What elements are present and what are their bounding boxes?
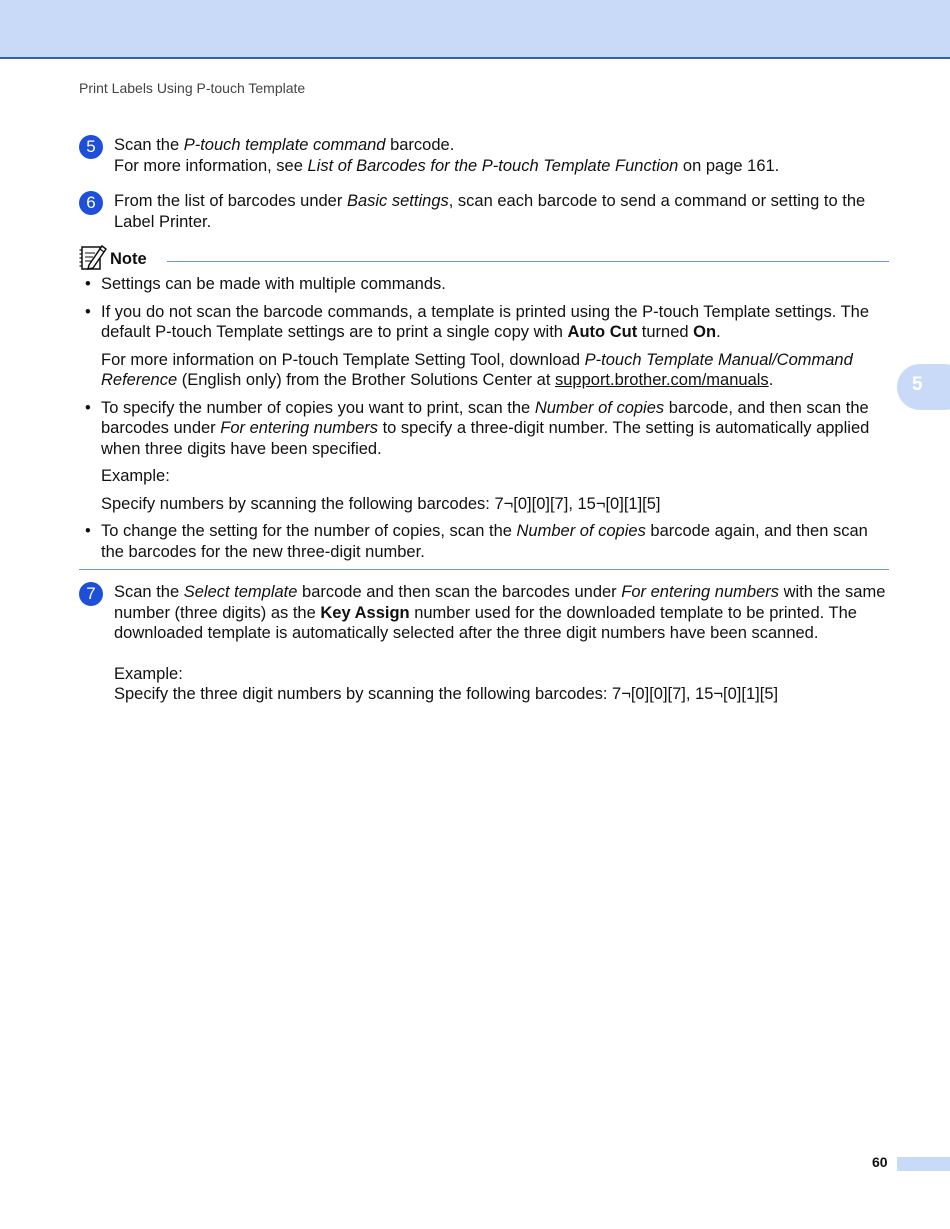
- cross-reference: List of Barcodes for the P-touch Template Function: [307, 156, 679, 175]
- step-7-text: Scan the Select template barcode and then scan the barcodes under For entering numbers with the same number (three digits) as the Key Assign number used for the downloaded template to be printed. The downloaded template is automatically selected after the three digit numbers have been scanned.: [114, 583, 886, 642]
- note-rule: [167, 261, 889, 262]
- step-7: [79, 582, 889, 705]
- header-band: [0, 0, 950, 57]
- header-rule: [0, 57, 950, 59]
- note-bottom-rule: [79, 569, 889, 570]
- note-header: [79, 244, 889, 274]
- page-content: [79, 134, 889, 705]
- step-number-badge: 5: [79, 135, 103, 159]
- note-list: [79, 274, 889, 562]
- step-6: [79, 191, 889, 232]
- step-number-badge: 7: [79, 582, 103, 606]
- notepad-pencil-icon: [79, 243, 107, 271]
- step-5: [79, 135, 889, 176]
- bullet: •: [85, 275, 91, 293]
- bullet: •: [85, 522, 91, 540]
- example-label: Example:: [114, 664, 183, 683]
- note-item: • Settings can be made with multiple commands.: [85, 275, 446, 293]
- note-item: • If you do not scan the barcode commands, a template is printed using the P-touch Template settings. The default P-touch Template settings are to print a single copy with Auto Cut turned On. For more information on P-touch Template Setting Tool, download P-touch Template Manual/Command Reference (English only) from the Brother Solutions Center at support.brother.com/manuals.: [85, 302, 869, 389]
- chapter-number: 5: [912, 374, 923, 395]
- note-item: • To specify the number of copies you want to print, scan the Number of copies barcode, and then scan the barcodes under For entering numbers to specify a three-digit number. The setting is automatically applied when three digits have been specified. Example: Specify numbers by scanning the following barcodes: 7¬[0][0][7], 15¬[0][1][5]: [79, 398, 889, 515]
- support-link[interactable]: support.brother.com/manuals: [554, 371, 769, 389]
- note-box: [79, 244, 889, 570]
- step-5-more-info: For more information, see List of Barcodes for the P-touch Template Function on page 161.: [114, 156, 780, 175]
- note-title: Note: [110, 250, 147, 268]
- footer-band: [897, 1157, 950, 1171]
- step-6-text: From the list of barcodes under Basic settings, scan each barcode to send a command or setting to the Label Printer.: [114, 192, 866, 231]
- chapter-tab: [897, 364, 950, 410]
- example-label: Example:: [101, 467, 170, 485]
- bullet: •: [85, 398, 91, 417]
- note-item: • To change the setting for the number of copies, scan the Number of copies barcode again, and then scan the barcodes for the new three-digit number.: [85, 522, 868, 561]
- step-number-badge: 6: [79, 191, 103, 215]
- step-5-text: Scan the P-touch template command barcode.: [114, 136, 455, 154]
- example-text: Specify numbers by scanning the following barcodes: 7¬[0][0][7], 15¬[0][1][5]: [101, 494, 661, 513]
- example-text: Specify the three digit numbers by scanning the following barcodes: 7¬[0][0][7], 15¬[0][1][5]: [114, 685, 779, 703]
- bullet: •: [85, 302, 91, 321]
- page-number: 60: [872, 1154, 888, 1170]
- running-title: Print Labels Using P-touch Template: [79, 80, 306, 96]
